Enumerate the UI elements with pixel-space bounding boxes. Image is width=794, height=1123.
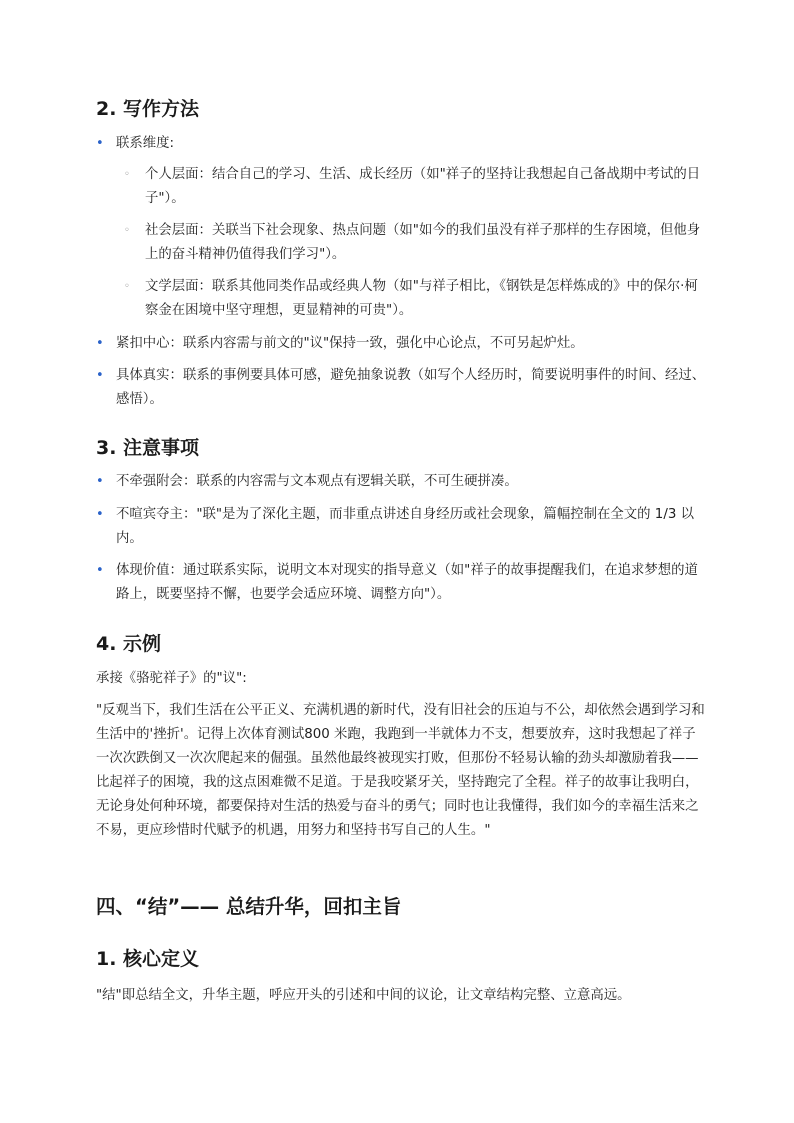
- list-item: [96, 559, 706, 607]
- circle-bullet-icon: ◦: [124, 281, 130, 292]
- list-item-text: 体现价值：通过联系实际，说明文本对现实的指导意义（如"祥子的故事提醒我们，在追求梦想的道路上，既要坚持不懈，也要学会适应环境、调整方向"）。: [116, 563, 698, 602]
- circle-bullet-icon: ◦: [124, 169, 130, 180]
- bullet-icon: •: [96, 474, 104, 489]
- list-item: [96, 364, 706, 412]
- list-item-text: 不喧宾夺主："联"是为了深化主题，而非重点讲述自身经历或社会现象，篇幅控制在全文的 1/3 以内。: [116, 507, 695, 546]
- section-heading-example: 4. 示例: [96, 633, 162, 655]
- bullet-icon: •: [96, 507, 104, 522]
- bullet-icon: •: [96, 136, 104, 151]
- list-item: [96, 470, 706, 494]
- list-item: [96, 132, 706, 156]
- list-item-text: 不牵强附会：联系的内容需与文本观点有逻辑关联，不可生硬拼凑。: [116, 474, 518, 489]
- list-item-text: 紧扣中心：联系内容需与前文的"议"保持一致，强化中心论点，不可另起炉灶。: [116, 336, 584, 351]
- definition-text: "结"即总结全文，升华主题，呼应开头的引述和中间的议论，让文章结构完整、立意高远。: [96, 988, 631, 1003]
- list-item: [96, 503, 706, 551]
- section-heading-conclusion: 四、“结”—— 总结升华，回扣主旨: [96, 895, 402, 918]
- sub-list-item-text: 个人层面：结合自己的学习、生活、成长经历（如"祥子的坚持让我想起自己备战期中考试的日子"）。: [145, 167, 701, 206]
- sub-list-item: [124, 219, 706, 267]
- example-intro: 承接《骆驼祥子》的"议":: [96, 671, 247, 686]
- sub-list-item: [124, 163, 706, 211]
- circle-bullet-icon: ◦: [124, 225, 130, 236]
- bullet-icon: •: [96, 368, 104, 383]
- sub-list-item-text: 社会层面：关联当下社会现象、热点问题（如"如今的我们虽没有祥子那样的生存困境，但他身上的奋斗精神仍值得我们学习"）。: [145, 223, 701, 262]
- sub-list-item-text: 文学层面：联系其他同类作品或经典人物（如"与祥子相比，《钢铁是怎样炼成的》中的保尔·柯察金在困境中坚守理想，更显精神的可贵"）。: [145, 279, 698, 318]
- bullet-icon: •: [96, 336, 104, 351]
- list-item-text: 具体真实：联系的事例要具体可感，避免抽象说教（如写个人经历时，简要说明事件的时间、经过、感悟）。: [116, 368, 706, 407]
- section-heading-notes: 3. 注意事项: [96, 437, 200, 459]
- bullet-icon: •: [96, 563, 104, 578]
- section-heading-core-definition: 1. 核心定义: [96, 948, 200, 970]
- list-item: [96, 332, 706, 356]
- example-body: "反观当下，我们生活在公平正义、充满机遇的新时代，没有旧社会的压迫与不公，却依然会遇到学习和生活中的'挫折'。记得上次体育测试800 米跑，我跑到一半就体力不支，想要放弃，这时我想起了祥子一次次跌倒又一次次爬起来的倔强。虽然他最终被现实打败，但那份不轻易认输的劲头却激励着我——比起祥子的困境，我的这点困难微不足道。于是我咬紧牙关，坚持跑完了全程。祥子的故事让我明白，无论身处何种环境，都要保持对生活的热爱与奋斗的勇气；同时也让我懂得，我们如今的幸福生活来之不易，更应珍惜时代赋予的机遇，用努力和坚持书写自己的人生。": [96, 703, 705, 838]
- section-heading-writing-method: 2. 写作方法: [96, 98, 200, 120]
- list-item-text: 联系维度:: [116, 136, 175, 151]
- sub-list-item: [124, 275, 706, 323]
